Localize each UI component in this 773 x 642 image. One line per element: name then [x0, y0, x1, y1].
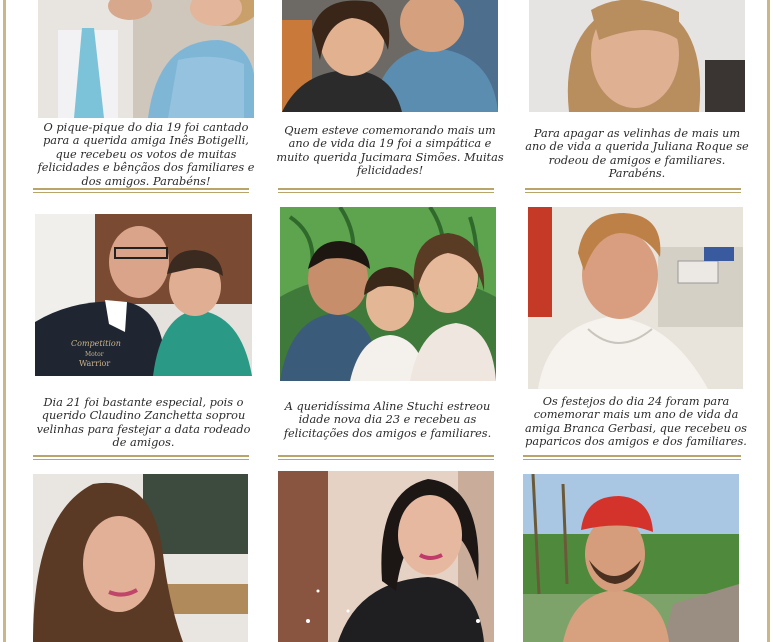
photo-aline-stuchi	[280, 207, 496, 381]
shirt-print-text: Competition	[71, 339, 121, 348]
photo-branca-gerbasi	[528, 207, 743, 389]
divider	[278, 455, 494, 461]
photo-man-red-cap-image	[523, 474, 739, 642]
photo-man-red-cap	[523, 474, 739, 642]
svg-text:Warrior: Warrior	[79, 359, 111, 368]
photo-woman-brown-hair-image	[33, 474, 248, 642]
page-frame-right	[767, 0, 770, 642]
divider	[523, 455, 741, 461]
photo-ines-image	[38, 0, 254, 118]
page-frame-left	[3, 0, 6, 642]
photo-woman-dark-hair-image	[278, 471, 494, 642]
caption-juliana: Para apagar as velinhas de mais um ano de vida a querida Juliana Roque se rodeou de amigos e familiares. Parabéns.	[525, 127, 749, 181]
divider	[33, 188, 249, 194]
divider	[278, 188, 494, 194]
caption-ines: O pique-pique do dia 19 foi cantado para a querida amiga Inês Botigelli, que recebeu os votos de muitas felicidades e bênçãos dos familiares e dos amigos. Parabéns!	[37, 121, 255, 188]
photo-juliana-roque	[529, 0, 745, 112]
photo-jucimara-simoes	[282, 0, 498, 112]
svg-text:Motor: Motor	[85, 351, 104, 358]
photo-woman-brown-hair	[33, 474, 248, 642]
caption-jucimara: Quem esteve comemorando mais um ano de vida dia 19 foi a simpática e muito querida Jucimara Simões. Muitas felicidades!	[276, 124, 504, 178]
photo-woman-dark-hair	[278, 471, 494, 642]
photo-claudino-zanchetta	[35, 214, 252, 376]
photo-juliana-image	[529, 0, 745, 112]
divider	[33, 455, 249, 461]
caption-aline: A queridíssima Aline Stuchi estreou idade nova dia 23 e recebeu as felicitações dos amigos e familiares.	[283, 400, 492, 440]
photo-aline-image	[280, 207, 496, 381]
photo-ines-botigelli	[38, 0, 254, 118]
photo-branca-image	[528, 207, 743, 389]
photo-claudino-image	[35, 214, 252, 376]
caption-claudino: Dia 21 foi bastante especial, pois o querido Claudino Zanchetta soprou velinhas para festejar a data rodeado de amigos.	[36, 396, 251, 450]
divider	[525, 188, 741, 194]
photo-jucimara-image	[282, 0, 498, 112]
caption-branca: Os festejos do dia 24 foram para comemorar mais um ano de vida da amiga Branca Gerbasi, que recebeu os paparicos dos amigos e dos familiares.	[525, 395, 747, 449]
